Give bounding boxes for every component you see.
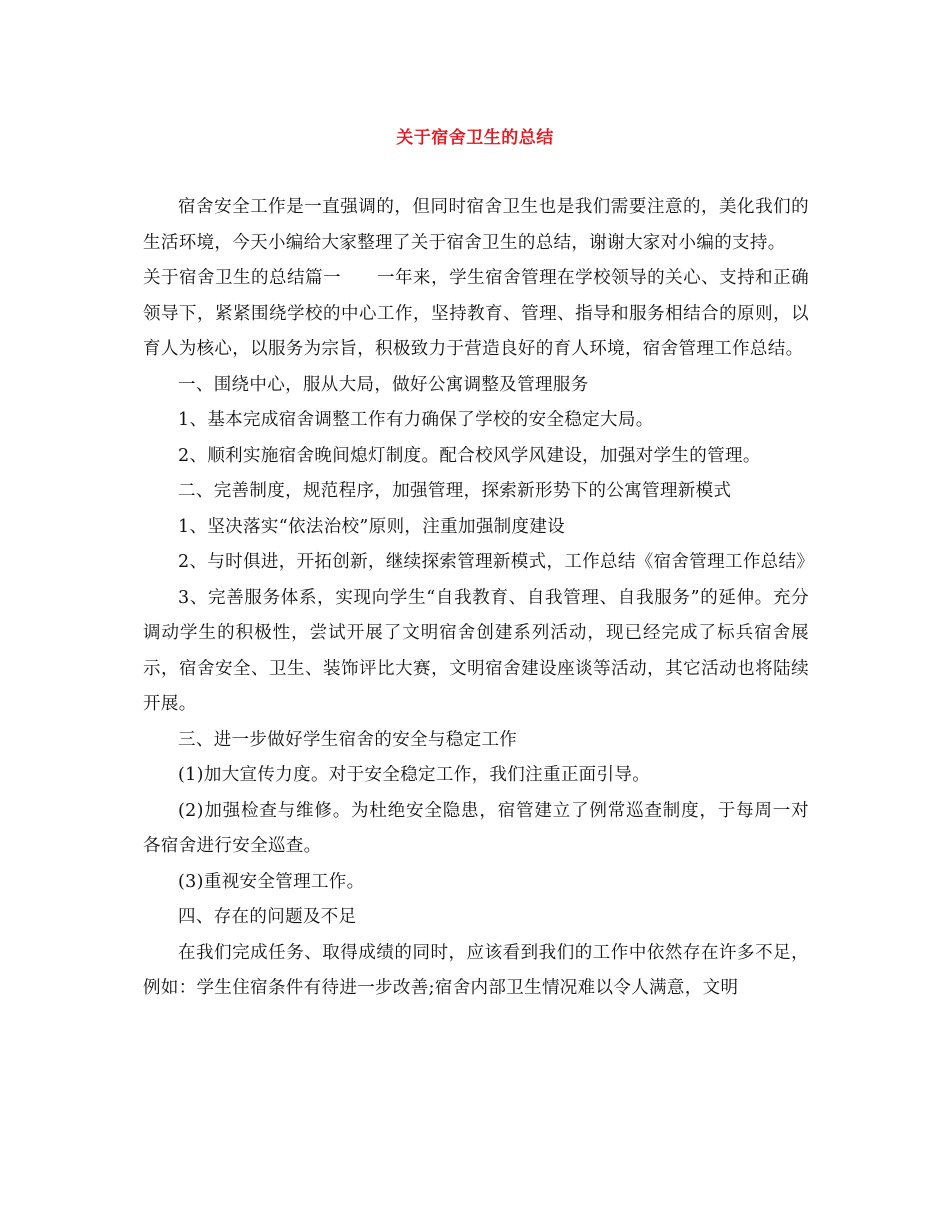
section-one-intro-paragraph: 关于宿舍卫生的总结篇一 一年来，学生宿舍管理在学校领导的关心、支持和正确领导下，紧紧围绕学校的中心工作，坚持教育、管理、指导和服务相结合的原则，以育人为核心，以服务为宗旨，积极致力于营造良好的育人环境，宿舍管理工作总结。 (143, 268, 809, 359)
list-item: (3)重视安全管理工作。 (178, 871, 365, 892)
list-item: 1、基本完成宿舍调整工作有力确保了学校的安全稳定大局。 (178, 410, 654, 430)
heading-one: 一、围绕中心，服从大局，做好公寓调整及管理服务 (178, 374, 589, 395)
list-item: (1)加大宣传力度。对于安全稳定工作，我们注重正面引导。 (178, 765, 651, 785)
list-item: 1、坚决落实“依法治校”原则，注重加强制度建设 (178, 516, 566, 537)
list-item: 2、与时俱进，开拓创新，继续探索管理新模式，工作总结《宿舍管理工作总结》 (178, 552, 815, 572)
list-item: 3、完善服务体系，实现向学生“自我教育、自我管理、自我服务”的延伸。充分调动学生的积极性，尝试开展了文明宿舍创建系列活动，现已经完成了标兵宿舍展示，宿舍安全、卫生、装饰评比大赛，文明宿舍建设座谈等活动，其它活动也将陆续开展。 (143, 587, 809, 714)
heading-four: 四、存在的问题及不足 (178, 907, 357, 927)
document-title: 关于宿舍卫生的总结 (396, 128, 554, 148)
document-body (143, 190, 815, 1007)
heading-two: 二、完善制度，规范程序，加强管理，探索新形势下的公寓管理新模式 (178, 481, 732, 501)
list-item: (2)加强检查与维修。为杜绝安全隐患，宿管建立了例常巡查制度，于每周一对各宿舍进行安全巡查。 (143, 800, 809, 856)
closing-paragraph: 在我们完成任务、取得成绩的同时，应该看到我们的工作中依然存在许多不足，例如：学生住宿条件有待进一步改善;宿舍内部卫生情况难以令人满意，文明 (143, 942, 809, 998)
intro-paragraph: 宿舍安全工作是一直强调的，但同时宿舍卫生也是我们需要注意的，美化我们的生活环境，今天小编给大家整理了关于宿舍卫生的总结，谢谢大家对小编的支持。 (143, 197, 809, 253)
list-item: 2、顺利实施宿舍晚间熄灯制度。配合校风学风建设，加强对学生的管理。 (178, 445, 761, 466)
heading-three: 三、进一步做好学生宿舍的安全与稳定工作 (178, 729, 518, 750)
